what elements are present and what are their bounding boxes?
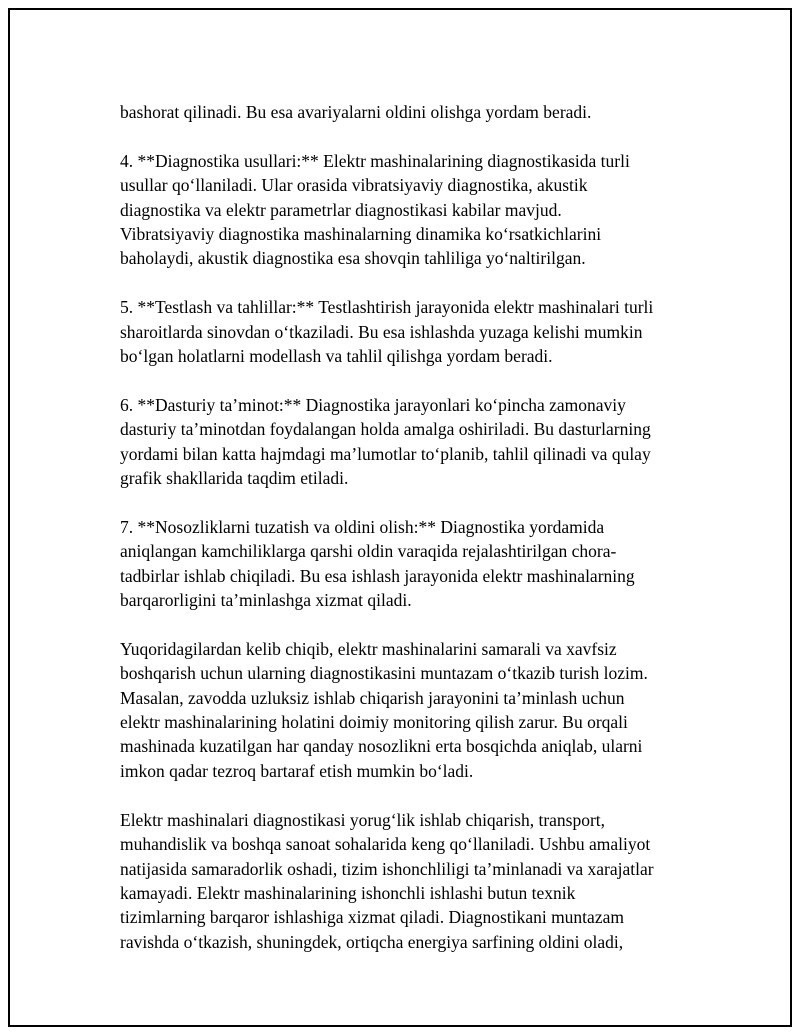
- text-line: 4. **Diagnostika usullari:** Elektr mashinalarining diagnostikasida turli: [120, 150, 630, 171]
- text-line: bo‘lgan holatlarni modellash va tahlil qilishga yordam beradi.: [120, 346, 553, 367]
- text-line: Vibratsiyaviy diagnostika mashinalarning dinamika ko‘rsatkichlarini: [120, 224, 602, 245]
- text-line: usullar qo‘llaniladi. Ular orasida vibratsiyaviy diagnostika, akustik: [120, 175, 588, 196]
- text-line: imkon qadar tezroq bartaraf etish mumkin bo‘ladi.: [120, 760, 474, 781]
- paragraph: [120, 100, 690, 124]
- text-line: 5. **Testlash va tahlillar:** Testlashtirish jarayonida elektr mashinalari turli: [120, 297, 654, 318]
- text-line: ravishda o‘tkazish, shuningdek, ortiqcha energiya sarfining oldini oladi,: [120, 931, 624, 952]
- text-line: dasturiy ta’minotdan foydalangan holda amalga oshiriladi. Bu dasturlarning: [120, 419, 651, 440]
- text-line: mashinada kuzatilgan har qanday nosozlikni erta bosqichda aniqlab, ularni: [120, 736, 643, 757]
- text-line: bashorat qilinadi. Bu esa avariyalarni oldini olishga yordam beradi.: [120, 102, 592, 122]
- text-line: yordami bilan katta hajmdagi ma’lumotlar to‘planib, tahlil qilinadi va qulay: [120, 443, 651, 464]
- text-line: Masalan, zavodda uzluksiz ishlab chiqarish jarayonini ta’minlash uchun: [120, 687, 625, 708]
- paragraph: [120, 149, 690, 271]
- text-line: diagnostika va elektr parametrlar diagnostikasi kabilar mavjud.: [120, 199, 562, 220]
- text-line: Yuqoridagilardan kelib chiqib, elektr mashinalarini samarali va xavfsiz: [120, 638, 617, 659]
- text-line: 7. **Nosozliklarni tuzatish va oldini olish:** Diagnostika yordamida: [120, 516, 605, 537]
- paragraph: [120, 808, 690, 954]
- text-line: tizimlarning barqaror ishlashiga xizmat qiladi. Diagnostikani muntazam: [120, 907, 624, 928]
- text-line: kamayadi. Elektr mashinalarining ishonchli ishlashi butun texnik: [120, 882, 576, 903]
- paragraph: [120, 637, 690, 783]
- paragraph: [120, 515, 690, 613]
- text-line: elektr mashinalarining holatini doimiy monitoring qilish zarur. Bu orqali: [120, 712, 628, 733]
- text-line: Elektr mashinalari diagnostikasi yorug‘lik ishlab chiqarish, transport,: [120, 809, 606, 830]
- paragraph: [120, 393, 690, 491]
- text-line: tadbirlar ishlab chiqiladi. Bu esa ishlash jarayonida elektr mashinalarning: [120, 565, 635, 586]
- text-line: grafik shakllarida taqdim etiladi.: [120, 468, 349, 489]
- document-body: [120, 100, 690, 954]
- text-line: sharoitlarda sinovdan o‘tkaziladi. Bu esa ishlashda yuzaga kelishi mumkin: [120, 321, 643, 342]
- text-line: muhandislik va boshqa sanoat sohalarida keng qo‘llaniladi. Ushbu amaliyot: [120, 834, 651, 855]
- text-line: boshqarish uchun ularning diagnostikasini muntazam o‘tkazib turish lozim.: [120, 663, 648, 684]
- text-line: baholaydi, akustik diagnostika esa shovqin tahliliga yo‘naltirilgan.: [120, 248, 586, 269]
- text-line: barqarorligini ta’minlashga xizmat qiladi.: [120, 590, 412, 611]
- text-line: 6. **Dasturiy ta’minot:** Diagnostika jarayonlari ko‘pincha zamonaviy: [120, 394, 626, 415]
- text-line: aniqlangan kamchiliklarga qarshi oldin varaqida rejalashtirilgan chora-: [120, 541, 617, 562]
- text-line: natijasida samaradorlik oshadi, tizim ishonchliligi ta’minlanadi va xarajatlar: [120, 858, 654, 879]
- document-page: [8, 8, 792, 1027]
- paragraph: [120, 295, 690, 368]
